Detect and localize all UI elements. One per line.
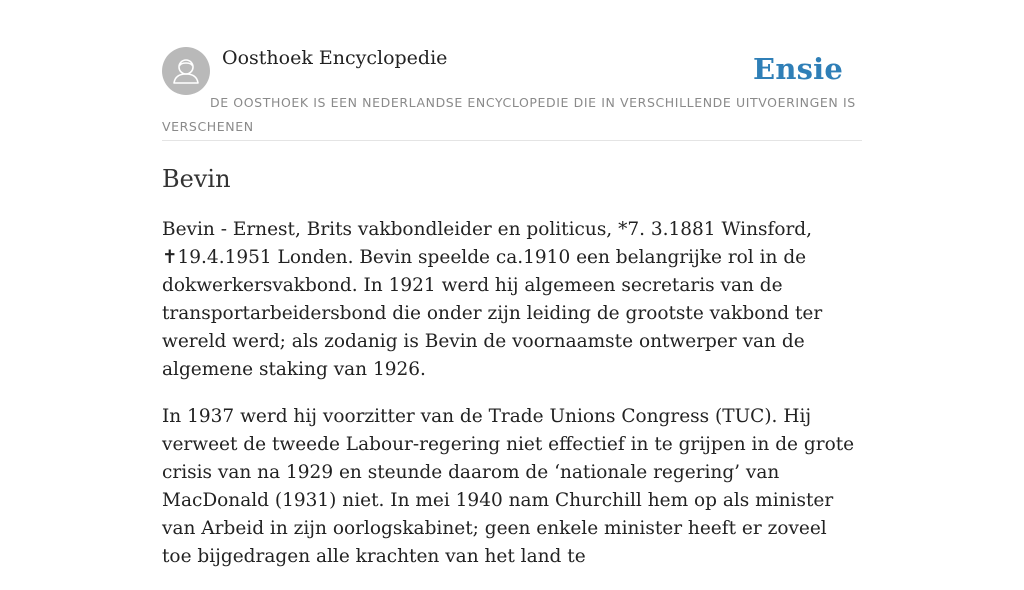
source-name[interactable]: Oosthoek Encyclopedie <box>222 47 448 69</box>
header <box>162 46 862 141</box>
article-body <box>162 216 862 590</box>
brand-logo[interactable]: Ensie <box>753 52 843 86</box>
page-title: Bevin <box>162 165 231 193</box>
article-paragraph: Bevin - Ernest, Brits vakbondleider en politicus, *7. 3.1881 Winsford, ✝19.4.1951 Londen. Bevin speelde ca.1910 een belangrijke rol in de dokwerkersvakbond. In 1921 werd hij algemeen secretaris van de transportarbeidersbond die onder zijn leiding de grootste vakbond ter wereld werd; als zodanig is Bevin de voornaamste ontwerper van de algemene staking van 1926. <box>162 219 823 380</box>
source-tagline: DE OOSTHOEK IS EEN NEDERLANDSE ENCYCLOPEDIE DIE IN VERSCHILLENDE UITVOERINGEN IS VERSCHENEN <box>162 95 856 134</box>
avatar[interactable] <box>162 47 210 95</box>
article-paragraph: In 1937 werd hij voorzitter van de Trade Unions Congress (TUC). Hij verweet de tweede Labour-regering niet effectief in te grijpen in de grote crisis van na 1929 en steunde daarom de ‘nationale regering’ van MacDonald (1931) niet. In mei 1940 nam Churchill hem op als minister van Arbeid in zijn oorlogskabinet; geen enkele minister heeft er zoveel toe bijgedragen alle krachten van het land te <box>162 406 855 567</box>
user-silhouette-icon <box>162 47 210 95</box>
